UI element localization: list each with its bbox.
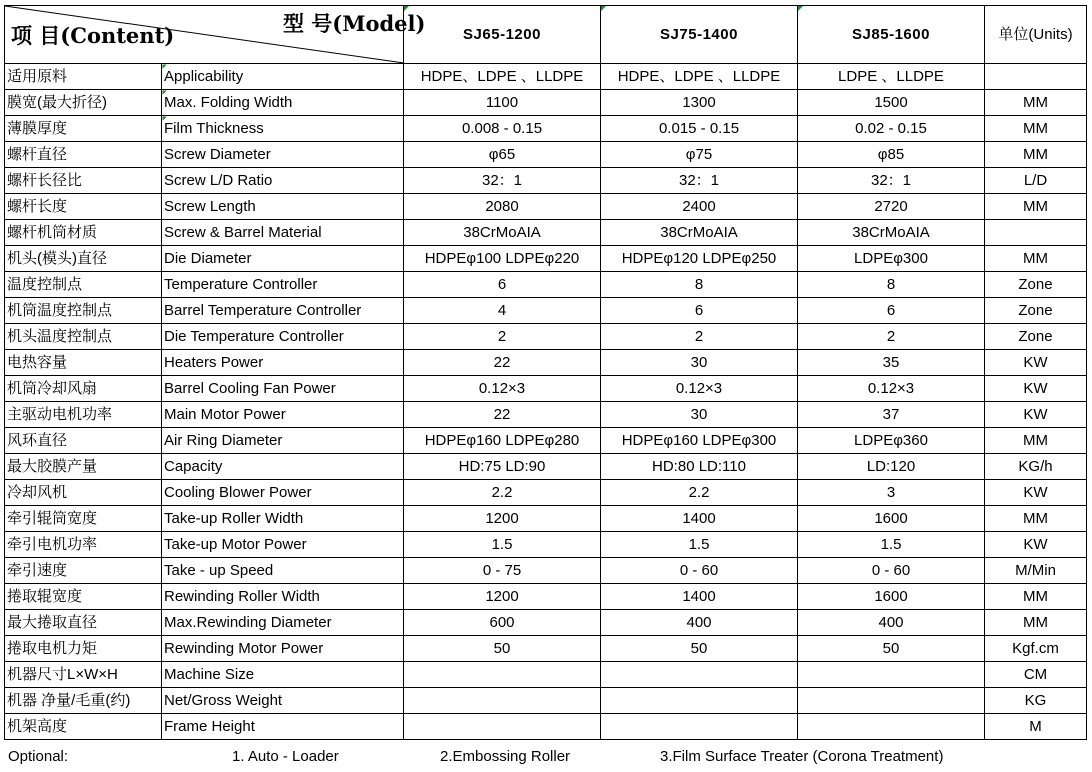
row-label-en: Heaters Power — [162, 350, 404, 376]
value-sj85: 38CrMoAIA — [798, 220, 985, 246]
row-label-en: Take-up Roller Width — [162, 506, 404, 532]
value-sj85: 35 — [798, 350, 985, 376]
value-sj75: 0.015 - 0.15 — [601, 116, 798, 142]
value-sj85: LDPEφ360 — [798, 428, 985, 454]
value-sj75: 8 — [601, 272, 798, 298]
value-sj75: HDPEφ120 LDPEφ250 — [601, 246, 798, 272]
row-label-cn: 机架高度 — [5, 714, 162, 740]
unit-cell: Zone — [985, 272, 1087, 298]
spec-row — [5, 402, 1087, 428]
value-sj65: 50 — [404, 636, 601, 662]
unit-cell: KW — [985, 402, 1087, 428]
value-sj75: 50 — [601, 636, 798, 662]
value-sj65: 0.008 - 0.15 — [404, 116, 601, 142]
unit-cell: M/Min — [985, 558, 1087, 584]
spec-row — [5, 168, 1087, 194]
unit-cell: KW — [985, 480, 1087, 506]
header-corner-cell — [5, 6, 426, 64]
unit-cell: MM — [985, 428, 1087, 454]
spec-row — [5, 480, 1087, 506]
optional-item: 2.Embossing Roller — [440, 748, 571, 765]
value-sj65: 600 — [404, 610, 601, 636]
value-sj85: 37 — [798, 402, 985, 428]
spec-row — [5, 298, 1087, 324]
value-sj65: 2 — [404, 324, 601, 350]
row-label-en: Capacity — [162, 454, 404, 480]
spec-row — [5, 532, 1087, 558]
value-sj75: 30 — [601, 350, 798, 376]
value-sj65 — [404, 662, 601, 688]
value-sj75: 1400 — [601, 506, 798, 532]
cell-marker — [601, 6, 606, 11]
row-label-en: Take-up Motor Power — [162, 532, 404, 558]
row-label-en: Net/Gross Weight — [162, 688, 404, 714]
row-label-cn: 机器尺寸L×W×H — [5, 662, 162, 688]
unit-cell: M — [985, 714, 1087, 740]
spec-row — [5, 90, 1087, 116]
header-row — [5, 6, 1087, 64]
value-sj65: HDPEφ160 LDPEφ280 — [404, 428, 601, 454]
value-sj65: 38CrMoAIA — [404, 220, 601, 246]
row-label-cn: 膜宽(最大折径) — [5, 90, 162, 116]
spec-row — [5, 142, 1087, 168]
row-label-en: Barrel Temperature Controller — [162, 298, 404, 324]
row-label-cn: 牵引速度 — [5, 558, 162, 584]
spec-row — [5, 714, 1087, 740]
value-sj75: 1300 — [601, 90, 798, 116]
spec-table — [4, 5, 1087, 740]
row-label-en: Rewinding Roller Width — [162, 584, 404, 610]
spec-row — [5, 636, 1087, 662]
unit-cell: MM — [985, 584, 1087, 610]
value-sj75 — [601, 662, 798, 688]
unit-cell: CM — [985, 662, 1087, 688]
value-sj65: 1200 — [404, 506, 601, 532]
row-label-en: Screw Diameter — [162, 142, 404, 168]
spec-row — [5, 610, 1087, 636]
unit-cell: KG — [985, 688, 1087, 714]
value-sj85: 0.02 - 0.15 — [798, 116, 985, 142]
unit-cell: Zone — [985, 298, 1087, 324]
row-label-cn: 机筒冷却风扇 — [5, 376, 162, 402]
row-label-en: Die Temperature Controller — [162, 324, 404, 350]
value-sj75: 1.5 — [601, 532, 798, 558]
row-label-cn: 冷却风机 — [5, 480, 162, 506]
value-sj75: 400 — [601, 610, 798, 636]
value-sj85: 32：1 — [798, 168, 985, 194]
value-sj65: φ65 — [404, 142, 601, 168]
value-sj75: HDPEφ160 LDPEφ300 — [601, 428, 798, 454]
value-sj65: HD:75 LD:90 — [404, 454, 601, 480]
value-sj85 — [798, 688, 985, 714]
row-label-cn: 主驱动电机功率 — [5, 402, 162, 428]
value-sj75: 0.12×3 — [601, 376, 798, 402]
value-sj85: 8 — [798, 272, 985, 298]
value-sj65: 1.5 — [404, 532, 601, 558]
value-sj65 — [404, 714, 601, 740]
value-sj85: 1.5 — [798, 532, 985, 558]
value-sj85: 0 - 60 — [798, 558, 985, 584]
value-sj75 — [601, 688, 798, 714]
row-label-en: Max.Rewinding Diameter — [162, 610, 404, 636]
cell-marker — [404, 6, 409, 11]
unit-cell: MM — [985, 610, 1087, 636]
row-label-cn: 电热容量 — [5, 350, 162, 376]
unit-cell: KG/h — [985, 454, 1087, 480]
unit-cell — [985, 64, 1087, 90]
row-label-en: Machine Size — [162, 662, 404, 688]
unit-cell: Zone — [985, 324, 1087, 350]
unit-cell: KW — [985, 376, 1087, 402]
unit-cell: MM — [985, 506, 1087, 532]
model-header: SJ75-1400 — [601, 6, 798, 64]
row-label-cn: 薄膜厚度 — [5, 116, 162, 142]
row-label-cn: 机器 净量/毛重(约) — [5, 688, 162, 714]
unit-cell: MM — [985, 116, 1087, 142]
value-sj75 — [601, 714, 798, 740]
value-sj85: 1600 — [798, 584, 985, 610]
row-label-cn: 螺杆长度 — [5, 194, 162, 220]
value-sj75: 2 — [601, 324, 798, 350]
value-sj65: 0.12×3 — [404, 376, 601, 402]
value-sj85: 0.12×3 — [798, 376, 985, 402]
value-sj65: 2.2 — [404, 480, 601, 506]
row-label-cn: 温度控制点 — [5, 272, 162, 298]
row-label-en: Applicability — [162, 64, 404, 90]
spec-row — [5, 584, 1087, 610]
spec-row — [5, 246, 1087, 272]
value-sj85: 1600 — [798, 506, 985, 532]
value-sj85: LD:120 — [798, 454, 985, 480]
optional-item: 3.Film Surface Treater (Corona Treatment) — [660, 748, 944, 765]
row-label-cn: 螺杆长径比 — [5, 168, 162, 194]
row-label-cn: 牵引辊筒宽度 — [5, 506, 162, 532]
value-sj75: HDPE、LDPE 、LLDPE — [601, 64, 798, 90]
spec-row — [5, 558, 1087, 584]
row-label-cn: 捲取电机力矩 — [5, 636, 162, 662]
value-sj65: 1200 — [404, 584, 601, 610]
value-sj75: 38CrMoAIA — [601, 220, 798, 246]
row-label-cn: 螺杆直径 — [5, 142, 162, 168]
unit-cell: KW — [985, 532, 1087, 558]
row-label-en: Film Thickness — [162, 116, 404, 142]
value-sj65: 32：1 — [404, 168, 601, 194]
row-label-cn: 捲取辊宽度 — [5, 584, 162, 610]
value-sj65 — [404, 688, 601, 714]
value-sj85: 1500 — [798, 90, 985, 116]
value-sj75: 2400 — [601, 194, 798, 220]
unit-cell: L/D — [985, 168, 1087, 194]
spec-row — [5, 272, 1087, 298]
value-sj85: 50 — [798, 636, 985, 662]
value-sj75: 0 - 60 — [601, 558, 798, 584]
row-label-en: Take - up Speed — [162, 558, 404, 584]
spec-row — [5, 350, 1087, 376]
unit-cell: Kgf.cm — [985, 636, 1087, 662]
value-sj85: 3 — [798, 480, 985, 506]
row-label-en: Max. Folding Width — [162, 90, 404, 116]
value-sj85: φ85 — [798, 142, 985, 168]
value-sj75: 32：1 — [601, 168, 798, 194]
value-sj75: 6 — [601, 298, 798, 324]
model-header: SJ65-1200 — [404, 6, 601, 64]
row-label-en: Die Diameter — [162, 246, 404, 272]
spec-row — [5, 324, 1087, 350]
value-sj65: 6 — [404, 272, 601, 298]
unit-cell — [985, 220, 1087, 246]
value-sj85: LDPE 、LLDPE — [798, 64, 985, 90]
value-sj65: 1100 — [404, 90, 601, 116]
spec-row — [5, 454, 1087, 480]
row-label-cn: 最大捲取直径 — [5, 610, 162, 636]
value-sj75: 1400 — [601, 584, 798, 610]
spec-row — [5, 194, 1087, 220]
row-label-en: Temperature Controller — [162, 272, 404, 298]
spec-row — [5, 116, 1087, 142]
row-label-cn: 螺杆机筒材质 — [5, 220, 162, 246]
value-sj75: 2.2 — [601, 480, 798, 506]
row-label-cn: 机头(模头)直径 — [5, 246, 162, 272]
value-sj85: 6 — [798, 298, 985, 324]
row-label-cn: 牵引电机功率 — [5, 532, 162, 558]
value-sj65: HDPE、LDPE 、LLDPE — [404, 64, 601, 90]
model-label: 型 号(Model) — [283, 11, 426, 36]
row-label-en: Barrel Cooling Fan Power — [162, 376, 404, 402]
spec-row — [5, 220, 1087, 246]
value-sj75: 30 — [601, 402, 798, 428]
model-header: SJ85-1600 — [798, 6, 985, 64]
row-label-cn: 风环直径 — [5, 428, 162, 454]
optional-label: Optional: — [8, 748, 69, 765]
value-sj85 — [798, 714, 985, 740]
row-label-en: Main Motor Power — [162, 402, 404, 428]
row-label-cn: 机头温度控制点 — [5, 324, 162, 350]
value-sj85 — [798, 662, 985, 688]
spec-row — [5, 662, 1087, 688]
spec-row — [5, 506, 1087, 532]
spec-row — [5, 688, 1087, 714]
unit-cell: KW — [985, 350, 1087, 376]
spec-row — [5, 376, 1087, 402]
row-label-cn: 适用原料 — [5, 64, 162, 90]
row-label-en: Rewinding Motor Power — [162, 636, 404, 662]
row-label-en: Air Ring Diameter — [162, 428, 404, 454]
unit-cell: MM — [985, 194, 1087, 220]
value-sj75: φ75 — [601, 142, 798, 168]
value-sj85: LDPEφ300 — [798, 246, 985, 272]
unit-cell: MM — [985, 142, 1087, 168]
unit-cell: MM — [985, 246, 1087, 272]
value-sj65: 22 — [404, 350, 601, 376]
value-sj65: 0 - 75 — [404, 558, 601, 584]
spec-row — [5, 64, 1087, 90]
value-sj65: 2080 — [404, 194, 601, 220]
unit-header: 单位(Units) — [985, 6, 1087, 64]
row-label-cn: 机筒温度控制点 — [5, 298, 162, 324]
optional-item: 1. Auto - Loader — [232, 748, 339, 765]
value-sj65: HDPEφ100 LDPEφ220 — [404, 246, 601, 272]
value-sj85: 2 — [798, 324, 985, 350]
value-sj65: 4 — [404, 298, 601, 324]
value-sj85: 400 — [798, 610, 985, 636]
cell-marker — [798, 6, 803, 11]
value-sj85: 2720 — [798, 194, 985, 220]
row-label-en: Screw Length — [162, 194, 404, 220]
value-sj65: 22 — [404, 402, 601, 428]
row-label-en: Screw & Barrel Material — [162, 220, 404, 246]
spec-row — [5, 428, 1087, 454]
row-label-cn: 最大胶膜产量 — [5, 454, 162, 480]
row-label-en: Cooling Blower Power — [162, 480, 404, 506]
item-label: 项 目(Content) — [11, 23, 175, 48]
unit-cell: MM — [985, 90, 1087, 116]
row-label-en: Screw L/D Ratio — [162, 168, 404, 194]
value-sj75: HD:80 LD:110 — [601, 454, 798, 480]
row-label-en: Frame Height — [162, 714, 404, 740]
